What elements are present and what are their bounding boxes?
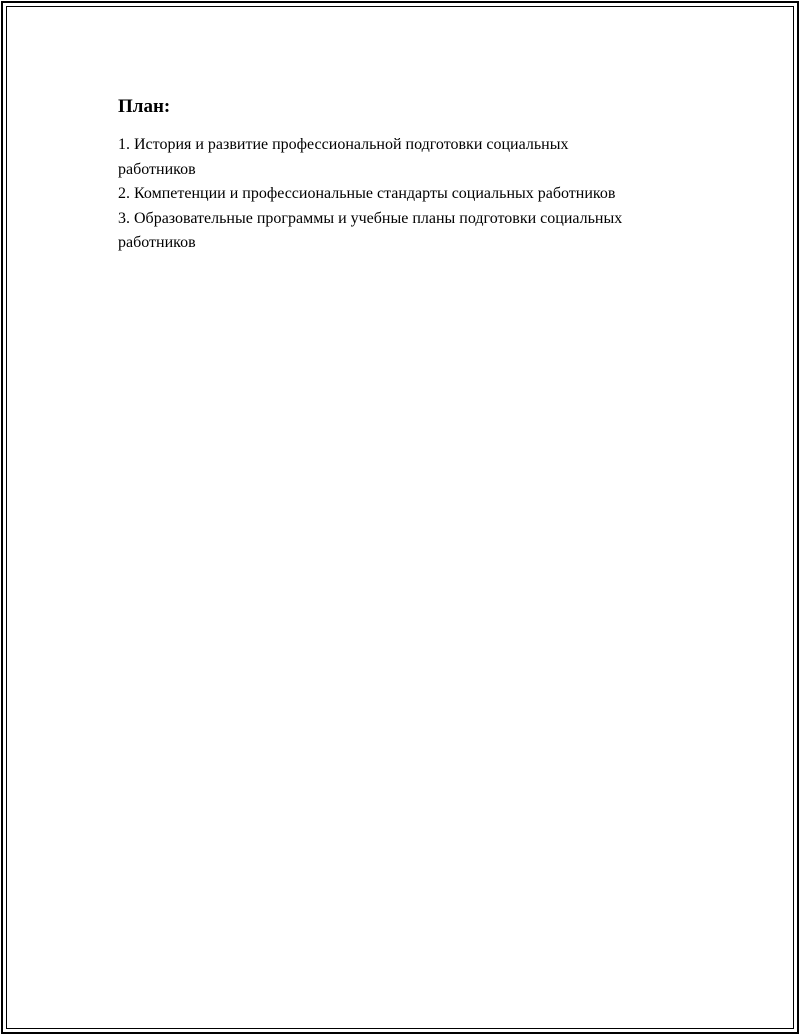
document-body (118, 95, 648, 256)
plan-item-1: 1. История и развитие профессиональной подготовки социальных работников (118, 136, 569, 178)
plan-heading: План: (118, 96, 171, 117)
plan-list (118, 133, 648, 256)
plan-item-3: 3. Образовательные программы и учебные планы подготовки социальных работников (118, 209, 623, 251)
plan-item-2: 2. Компетенции и профессиональные стандарты социальных работников (118, 185, 616, 202)
